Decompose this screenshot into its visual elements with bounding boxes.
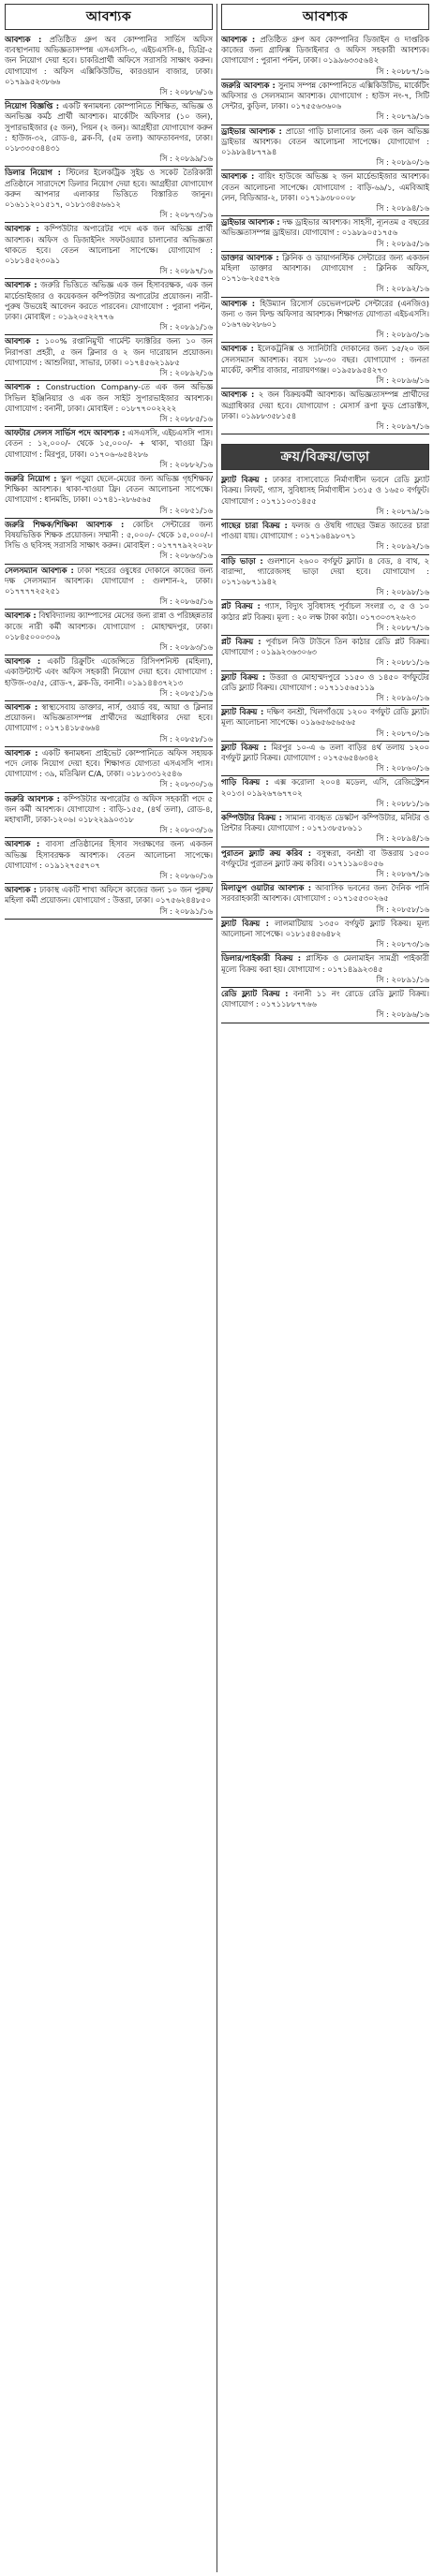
classified-ad <box>221 389 429 434</box>
ad-code: সি : ২০৮৯৬/১৬ <box>376 1009 429 1020</box>
ad-body: উত্তরা ও মোহাম্মদপুরে ১১৫০ ও ১৪৫০ বর্গফুটের রেডি ফ্ল্যাট বিক্রয়। যোগাযোগ : ০১৭১১৫৬৫১১৯ <box>221 671 429 692</box>
ad-body: কম্পিউটার অপারেটর ও অফিস সহকারী পদে ৫ জন কর্মী আবশ্যক। যোগাযোগ : বাড়ি-১৫৫, (৪র্থ তলা), রোড-৪, মহাখালী, ঢাকা-১২০৬। ০১৮২২৯৯০৩১৮ <box>5 793 213 825</box>
section-header: ক্রয়/বিক্রয়/ভাড়া <box>221 444 429 470</box>
ad-heading: জরুরি আবশ্যক : <box>5 793 60 803</box>
ad-code: সি : ২০৮৬৩/১৬ <box>159 551 213 561</box>
ad-body: বাবসা প্রতিষ্ঠানের হিসাব সংরক্ষণের জন্য একজন অভিজ্ঞ হিসাবরক্ষক আবশ্যক। বেতন আলোচনা সাপেক্ষে। যোগাযোগ : ০১৯১২৭৫৫৭০৭ <box>5 839 213 870</box>
ad-heading: ফ্ল্যাট বিক্রয় : <box>221 671 266 682</box>
column-right <box>221 4 429 2572</box>
classified-ad <box>5 655 213 701</box>
classified-ad <box>221 918 429 953</box>
ad-body: আবাসিক ভবনের জন্য দৈনিক পানি সরবরাহকারী আবশ্যক। যোগাযোগ : ০১৭১৫৫৩০২৬৫ <box>221 883 429 904</box>
ad-code: সি : ২০৮৯১/১৬ <box>159 905 213 916</box>
ad-code: সি : ২০৮৭০/১৬ <box>376 728 429 738</box>
ad-heading: আবশ্যক : <box>5 336 39 346</box>
classified-ad <box>5 519 213 565</box>
ad-heading: ফ্ল্যাট বিক্রয় : <box>221 475 268 485</box>
classified-ad <box>221 520 429 555</box>
ad-heading: আফটার সেলস সার্ভিস পদে আবশ্যক : <box>5 428 126 438</box>
ad-body: প্লাস্টিক ও মেলামাইন সামগ্রী পাইকারী মূল্যে বিক্রয় করা হয়। যোগাযোগ : ০১৭১৪৯৯২৩৪৫ <box>221 953 429 974</box>
ad-code: সি : ২০৮৯২/১৬ <box>376 541 429 552</box>
ad-code: সি : ২০৮৯৪/১৬ <box>376 203 429 213</box>
ad-heading: আবশ্যক : <box>221 35 256 44</box>
ad-heading: আবশ্যক : <box>5 382 40 392</box>
ad-code: সি : ২০৮৮৫/১৬ <box>159 413 213 423</box>
ad-heading: আবশ্যক : <box>221 298 256 308</box>
ad-body: কোচিং সেন্টারের জন্য বিষয়ভিত্তিক শিক্ষক প্রয়োজন। সম্মানী : ৫,০০০/- থেকে ১৫,০০০/-। সিভি ও ছবিসহ সরাসরি সাক্ষাৎ করুন। মোবাইল : ০১৭৭৭৯২২০২৮ <box>5 519 213 551</box>
ad-heading: ফ্ল্যাট বিক্রয় : <box>221 742 267 752</box>
ad-heading: আবশ্যক : <box>5 747 38 758</box>
ad-body: দক্ষিণ বনশ্রী, খিলগাঁওয়ে ১২০০ বর্গফুট রেডি ফ্ল্যাট। মূল্য আলোচনা সাপেক্ষে। ০১৯৬৫৬৫৬৫৬৫ <box>221 707 429 728</box>
ad-code: সি : ২০৮৮১/১৬ <box>376 798 429 808</box>
ad-body: প্রাডো গাড়ি চালানোর জন্য এক জন অভিজ্ঞ ড্রাইভার আবশ্যক। বেতন আলোচনা সাপেক্ষে। যোগাযোগ : ০১৯৮৯৪৮৭৭৯৪ <box>221 125 429 157</box>
ad-code: সি : ২০৮৯৭/১৬ <box>376 420 429 431</box>
ad-code: সি : ২০৮৯৮/১৬ <box>376 587 429 597</box>
classified-ad <box>5 793 213 839</box>
ad-body: একটি রিক্রুটিং এজেন্সিতে রিসিপশনিস্ট (মহিলা), একাউন্ট্যান্ট এবং অফিস সহকারী নিয়োগ দেয়া হবে। যোগাযোগ : হাউজ-৩৫/৫, রোড-৭, ব্লক-ডি, বনানী। ০১৯১৪৪৩৭২১৩ <box>5 656 213 687</box>
section-header: আবশ্যক <box>5 4 213 30</box>
ad-code: সি : ২০৮৯৯/১৬ <box>159 154 213 164</box>
classified-ad <box>221 252 429 298</box>
ad-body: ইলেকট্রনিক্স ও স্যানিটারি দোকানের জন্য ১৫/২০ জন সেলসম্যান আবশ্যক। বয়স ১৮-৩০ বছর। যোগাযোগ : জনতা মার্কেট, কাশীর বাজার, নারায়ণগঞ্জ। ০১৯৫৮৯৫৪২৭৩ <box>221 344 429 375</box>
ad-heading: জরুরি আবশ্যক : <box>221 80 276 90</box>
ad-code: সি : ২০৮৫১/১৬ <box>159 505 213 515</box>
ad-code: সি : ২০৮৯৩/১৬ <box>376 330 429 340</box>
classified-ad <box>5 34 213 100</box>
ad-code: সি : ২০৮৫১/১৬ <box>159 687 213 698</box>
ad-code: সি : ২০৮৭৯/১৬ <box>376 111 429 122</box>
ad-heading: পুরাতন ফ্ল্যাট ক্রয় করিব : <box>221 847 312 858</box>
classified-ad <box>221 636 429 671</box>
ad-body: সুনাম সম্পন্ন কোম্পানিতে এক্সিকিউটিভ, মার্কেটিং অফিসার ও সেলসম্যান আবশ্যক। যোগাযোগ : হাউস নং-৭, সিটি সেন্টার, কুড়িল, ঢাকা। ০১৭৫৫৬৩৬০৬ <box>221 80 429 111</box>
ad-code: সি : ২০৮৯৪/১৬ <box>376 833 429 844</box>
section-header: আবশ্যক <box>221 4 429 30</box>
ad-body: স্বাস্থ্যসেবায় ডাক্তার, নার্স, ওয়ার্ড বয়, আয়া ও ক্লিনার প্রয়োজন। অভিজ্ঞতাসম্পন্ন প্রার্থীদের অগ্রাধিকার দেয়া হবে। যোগাযোগ : ০১৭১৪১৮৫৬৬৪ <box>5 701 213 733</box>
ad-code: সি : ২০৮৮৭/১৬ <box>376 66 429 76</box>
ad-body: দক্ষ ড্রাইভার আবশ্যক। সাহসী, ন্যূনতম ৫ বছরের অভিজ্ঞতাসম্পন্ন ড্রাইভার। যোগাযোগ : ০১৯৮৯০৫১৭৫৬ <box>221 217 429 238</box>
classified-ad <box>5 381 213 427</box>
classified-ad <box>221 742 429 777</box>
column-divider <box>216 4 217 2572</box>
ad-body: মিরপুর ১০-এ ৬ তলা বাড়ির ৪র্থ তলায় ১২০০ বর্গফুট ফ্ল্যাট বিক্রয়। যোগাযোগ : ০১৭৫৬৫৪৬৩৪২ <box>221 742 429 762</box>
classified-ad <box>221 952 429 988</box>
ad-body: বসুন্ধরা, বনশ্রী বা উত্তরায় ১৫০০ বর্গফুটের পুরাতন ফ্ল্যাট ক্রয় করিব। ০১৭১১৯০৪০৫৬ <box>221 847 429 868</box>
ad-code: সি : ২০৮৯২/১৬ <box>159 368 213 378</box>
ad-body: লালমাটিয়ায় ১৩৫০ বর্গফুট ফ্ল্যাট বিক্রয়। মূল্য আলোচনা সাপেক্ষে। ০১৮১৫৪৫৬৪৮২ <box>221 918 429 939</box>
ad-body: জরুরি ভিত্তিতে অভিজ্ঞ এক জন হিসাবরক্ষক, এক জন মার্চেন্ডাইজার ও কয়েকজন কম্পিউটার অপারেটর প্রয়োজন। নারী-পুরুষ উভয়েই আবেদন করতে পারবেন। যোগাযোগ : পুরানা পল্টন, ঢাকা। মোবাইল : ০১৯২০৫২২৭৭৬ <box>5 280 213 322</box>
ad-heading: আবশ্যক : <box>221 171 255 182</box>
ad-heading: ডিলার নিয়োগ : <box>5 168 61 178</box>
ad-body: ক্লিনিক ও ডায়াগনস্টিক সেন্টারের জন্য একজন মহিলা ডাক্তার আবশ্যক। যোগাযোগ : ক্লিনিক অফিস, ০১৭১৬-২৫৫৭২৬ <box>221 252 429 284</box>
ad-code: সি : ২০৮৫৮/১৬ <box>159 733 213 743</box>
classified-ad <box>221 847 429 883</box>
ad-body: ঢাকার বাসাবোতে নির্মাণাধীন ভবনে রেডি ফ্ল্যাট বিক্রয়। লিফট, গ্যাস, সুবিধাসহ নির্মাণাধীন ১৩১৫ ও ১৬৫০ বর্গফুট। যোগাযোগ : ০১৭১১০৩১৪৫৫ <box>221 475 429 506</box>
ad-heading: আবশ্যক : <box>5 35 42 44</box>
ad-body: হিউম্যান রিসোর্স ডেভেলপমেন্ট সেন্টারের (এনজিও) জন্য ৩ জন ফিল্ড অফিসার আবশ্যক। শিক্ষাগত যোগ্যতা এইচএসসি। ০১৬৭৬৮২৮৬০১ <box>221 298 429 330</box>
classified-ad <box>5 701 213 747</box>
ad-heading: মিলাড়ুপ ওয়াটার আবশ্যক : <box>221 883 312 893</box>
classified-ad <box>221 343 429 389</box>
ad-code: সি : ২০৮৬৫/১৬ <box>159 596 213 607</box>
ad-heading: আবশ্যক : <box>5 224 39 234</box>
ad-body: প্রতিষ্ঠিত গ্রুপ অব কোম্পানির ডিজাইন ও দাপ্তরিক কাজের জন্য গ্রাফিক্স ডিজাইনার ও অফিস সহকারী আবশ্যক। যোগাযোগ : পুরানা পল্টন, ঢাকা। ০১৯৯৬৩৩৫৬৪২ <box>221 35 429 66</box>
ad-code: সি : ২০৮৬০/১৬ <box>159 871 213 881</box>
ad-heading: ফ্ল্যাট বিক্রয় : <box>221 707 264 717</box>
ad-code: সি : ২০৮৬০/১৬ <box>376 763 429 773</box>
classified-ad <box>221 776 429 812</box>
ad-heading: কম্পিউটার বিক্রয় : <box>221 813 282 822</box>
ad-body: ঢাকাস্থ একটি শাখা অফিসে কাজের জন্য ১০ জন পুরুষ/মহিলা কর্মী প্রয়োজন। যোগাযোগ : উত্তরা, ঢাকা। ০১৭৫৬২৪৪৮৫০ <box>5 885 213 905</box>
ad-code: সি : ২০৮৮২/১৬ <box>159 459 213 469</box>
ad-heading: বাড়ি ভাড়া : <box>221 555 263 566</box>
ad-code: সি : ২০৮৫৮/১৬ <box>376 904 429 914</box>
ad-heading: আবশ্যক : <box>5 280 37 290</box>
ad-heading: ডিলার/পাইকারী বিক্রয় : <box>221 953 302 964</box>
classified-ad <box>221 882 429 918</box>
ad-heading: আবশ্যক : <box>5 839 40 849</box>
ad-code: সি : ২০৮৮১/১৬ <box>376 657 429 668</box>
classified-ad <box>221 298 429 344</box>
ad-body: ফলজ ও ঔষধি গাছের উন্নত জাতের চারা পাওয়া যায়। যোগাযোগ : ০১৭১৬৪৯৮০৭১ <box>221 520 429 541</box>
ad-body: ২ জন বিক্রয়কর্মী আবশ্যক। অভিজ্ঞতাসম্পন্ন প্রার্থীদের অগ্রাধিকার দেয়া হবে। যোগাযোগ : মেসার্স রূপা ফুড প্রোডাক্টস, ঢাকা। ০১৯৮৮৩৫৮১৫৪ <box>221 390 429 420</box>
classified-ad <box>221 555 429 601</box>
classified-ad <box>221 216 429 252</box>
ad-body: প্রতিষ্ঠিত গ্রুপ অব কোম্পানির সার্ভিস অফিস ব্যবস্থাপনায় অভিজ্ঞতাসম্পন্ন এসএসসি-৩, এইচএসসি-৪, ডিগ্রি-৫ জন নিয়োগ দেয়া হবে। চাকরিপ্রার্থী অফিসে সরাসরি সাক্ষাৎ করুন। যোগাযোগ : অফিস এক্সিকিউটিভ, কারওয়ান বাজার, ঢাকা। ০১৭৯৯৫২৩৮৬৬ <box>5 35 213 86</box>
classified-ad <box>221 170 429 216</box>
ad-code: সি : ২০৮৯৬/১৬ <box>376 375 429 386</box>
ad-body: পূর্বাচল নিউ টাউনে তিন কাঠার রেডি প্লট বিক্রয়। যোগাযোগ : ০১৯৯২৩৬৩০৬৩ <box>221 636 429 657</box>
ad-code: সি : ২০৮৯৩/১৬ <box>159 641 213 652</box>
ad-code: সি : ২০৮৭৩/১৬ <box>376 939 429 949</box>
ad-body: একটি স্বনামধন্য কোম্পানিতে শিক্ষিত, অভিজ্ঞ ও অনভিজ্ঞ কর্মঠ প্রার্থী আবশ্যক। মার্কেটিং অফিসার (১০ জন), সুপারভাইজার (৫ জন), পিয়ন (২ জন)। আগ্রহীরা যোগাযোগ করুন : হাউজ-৩২, রোড-৪, ব্লক-বি, (৫ম তলা) আফতাবনগর, ঢাকা। ০১৮৩৩৫৩৪৪৩১ <box>5 101 213 154</box>
ad-code: সি : ২০৮৬৭/১৬ <box>376 869 429 879</box>
ad-body: বনানী ১১ নং রোডে রেডি ফ্ল্যাট বিক্রয়। যোগাযোগ : ০১৭১১৮৮৭৭৬৬ <box>221 989 429 1009</box>
ad-body: কম্পিউটার অপারেটর পদে এক জন অভিজ্ঞ প্রার্থী আবশ্যক। অফিস ও ডিজাইনিং সফটওয়্যার চালানোর অভিজ্ঞতা থাকতে হবে। বেতন আলোচনা সাপেক্ষে। যোগাযোগ : ০১৮১৪৫২৩০৯১ <box>5 224 213 266</box>
ad-heading: প্লট বিক্রয় : <box>221 601 261 611</box>
ad-heading: গাছের চারা বিক্রয় : <box>221 520 288 530</box>
section-spacer <box>221 434 429 444</box>
ad-heading: প্লট বিক্রয় : <box>221 636 261 646</box>
classified-ad <box>221 34 429 80</box>
ad-body: বিশ্ববিদ্যালয় ক্যাম্পাসের মেসের জন্য রান্না ও পরিচ্ছন্নতার কাজে নারী কর্মী আবশ্যক। যোগাযোগ : মোহাম্মদপুর, ঢাকা। ০১৮৪৫০০০৩০৯ <box>5 611 213 641</box>
classified-ad <box>5 167 213 223</box>
ad-body: এসএসসি, এইচএসসি পাস। বেতন : ১২,০০০/- থেকে ১৫,০০০/- + থাকা, খাওয়া ফ্রি। যোগাযোগ : মিরপুর, ঢাকা। ০১৭০৬-৬৫৪২৮৬ <box>5 428 213 459</box>
ad-heading: আবশ্যক : <box>5 701 38 712</box>
ad-body: ঢাকা শহরের ওষুধের দোকানে কাজের জন্য দক্ষ সেলসম্যান আবশ্যক। যোগাযোগ : গুলশান-২, ঢাকা। ০১৭৭৭৭২৫২৫১ <box>5 565 213 596</box>
classified-ad <box>5 100 213 167</box>
ad-heading: আবশ্যক : <box>221 344 254 354</box>
ad-code: সি : ২০৮৯০/১৬ <box>376 157 429 168</box>
classified-ad <box>221 600 429 636</box>
ad-heading: ড্রাইভার আবশ্যক : <box>221 217 280 228</box>
column-left <box>5 4 213 2572</box>
ad-code: সি : ২০৮৯২/১৬ <box>376 284 429 294</box>
classified-ad <box>5 223 213 279</box>
classified-ad <box>221 125 429 171</box>
classified-ad <box>5 427 213 473</box>
ad-code: সি : ২০৮৯১/১৬ <box>376 974 429 984</box>
classified-ad <box>221 988 429 1023</box>
classified-ad <box>221 474 429 520</box>
ad-heading: গাড়ি বিক্রয় : <box>221 777 269 788</box>
ad-code: সি : ২০৮৯৭/১৬ <box>159 266 213 276</box>
classified-ad <box>221 671 429 707</box>
ad-heading: রেডি ফ্ল্যাট বিক্রয় : <box>221 989 289 999</box>
classified-ad <box>5 279 213 335</box>
ad-heading: সেলসম্যান আবশ্যক : <box>5 565 74 575</box>
ad-heading: ফ্ল্যাট বিক্রয় : <box>221 918 269 928</box>
ad-heading: আবশ্যক : <box>221 390 255 400</box>
classified-ad <box>5 565 213 611</box>
ad-code: সি : ২০৮৯০/১৬ <box>376 692 429 702</box>
ad-heading: ড্রাইভার আবশ্যক : <box>221 125 282 136</box>
classified-ad <box>5 610 213 655</box>
ad-heading: নিয়োগ বিজ্ঞপ্তি : <box>5 101 60 111</box>
ad-body: একটি স্বনামধন্য প্রাইভেট কোম্পানিতে অফিস সহায়ক পদে লোক নিয়োগ দেয়া হবে। শিক্ষাগত যোগ্যতা এসএসসি পাস। যোগাযোগ : ৩৯, মতিঝিল C/A, ঢাকা। ০১৮১৩৩১২৫৪৬ <box>5 747 213 779</box>
ad-code: সি : ২০৮৮৬/১৬ <box>159 87 213 97</box>
ad-code: সি : ২০৮৯৫/১৬ <box>376 238 429 248</box>
classified-ad <box>221 706 429 742</box>
ad-code: সি : ২০৮৮৭/১৬ <box>376 622 429 632</box>
ad-body: Construction Company-তে এক জন অভিজ্ঞ সিভিল ইঞ্জিনিয়ার ও এক জন সাইট সুপারভাইজার আবশ্যক। যোগাযোগ : বনানী, ঢাকা। মোবাইল : ০১৮৭৭০০২২২২ <box>5 382 213 413</box>
ad-heading: আবশ্যক : <box>5 611 37 621</box>
ad-body: গুলশানে ২৬০০ বর্গফুট ফ্ল্যাট। ৪ বেড, ৪ বাথ, ২ বারান্দা, গ্যারেজসহ ভাড়া দেয়া হবে। যোগাযোগ : ০১৭১৬৮৭১৯৪২ <box>221 555 429 586</box>
classified-ad <box>5 884 213 920</box>
ad-code: সি : ২০৮৯১/১৬ <box>159 322 213 332</box>
classified-ad <box>221 812 429 847</box>
classified-ad <box>5 838 213 884</box>
ad-body: গ্যাস, বিদ্যুৎ সুবিধাসহ পূর্বাচল সংলগ্ন ৩, ৫ ও ১০ কাঠার প্লট বিক্রয়। মূল্য : ২০ লক্ষ টাকা কাঠা। ০১৭৩০৩৭২৬২৩ <box>221 601 429 622</box>
ad-body: সামান্য ব্যবহৃত ডেস্কটপ কম্পিউটার, মনিটর ও প্রিন্টার বিক্রয়। যোগাযোগ : ০১৭১৩৮৫৮৬১১ <box>221 813 429 833</box>
ad-heading: আবশ্যক : <box>5 885 37 895</box>
ad-code: সি : ২০৮৩০/১৬ <box>159 779 213 789</box>
classified-ad <box>5 473 213 519</box>
ad-body: এক্স করোলা ২০০৪ মডেল, এসি, রেজিস্ট্রেশন ২০১৩। ০১৯২৬৭৬৭৭০২ <box>221 777 429 798</box>
ad-code: সি : ২০৮৭৩/১৬ <box>159 210 213 220</box>
ad-heading: জরুরি নিয়োগ : <box>5 473 57 483</box>
ad-body: ১০০% রপ্তানিমুখী গার্মেন্ট ফ্যাক্টরির জন্য ১০ জন নিরাপত্তা প্রহরী, ৫ জন ক্লিনার ও ২ জন দারোয়ান প্রয়োজন। যোগাযোগ : আশুলিয়া, সাভার, ঢাকা। ০১৭৪৫৬২১৯৮৫ <box>5 336 213 367</box>
classified-ad <box>5 747 213 793</box>
ad-body: বায়িং হাউজে অভিজ্ঞ ২ জন মার্চেন্ডাইজার আবশ্যক। বেতন আলোচনা সাপেক্ষে। যোগাযোগ : বাড়ি-৬৯/১, এমবিআই লেন, বিডিআর-২, ঢাকা। ০১৭১৯৩৮০০০৮ <box>221 171 429 202</box>
classified-ad <box>221 80 429 125</box>
ad-heading: জরুরি শিক্ষক/শিক্ষিকা আবশ্যক : <box>5 519 125 529</box>
ad-code: সি : ২০৮০৩/১৬ <box>159 825 213 835</box>
ad-body: স্কুল পড়ুয়া ছেলে-মেয়ের জন্য অভিজ্ঞ গৃহশিক্ষক/শিক্ষিকা আবশ্যক। থাকা-খাওয়া ফ্রি। বেতন আলোচনা সাপেক্ষে। যোগাযোগ : ধানমন্ডি, ঢাকা। ০১৭৪১-২৮৬৫৬৫ <box>5 473 213 505</box>
ad-code: সি : ২০৮৭৯/১৬ <box>376 506 429 516</box>
classified-ad <box>5 335 213 381</box>
ad-heading: আবশ্যক : <box>5 656 41 667</box>
ad-body: স্টিলের ইলেকট্রিক সুইচ ও সকেট তৈরিকারী প্রতিষ্ঠানে সারাদেশে ডিলার নিয়োগ দেয়া হবে। আগ্রহীরা যোগাযোগ করুন আপনার এলাকার ভিত্তিতে বিস্তারিত জানুন। ০১৬১১২০১৫১৭, ০১৮১৩৪৫৬৬১২ <box>5 168 213 210</box>
ad-heading: ডাক্তার আবশ্যক : <box>221 252 279 262</box>
